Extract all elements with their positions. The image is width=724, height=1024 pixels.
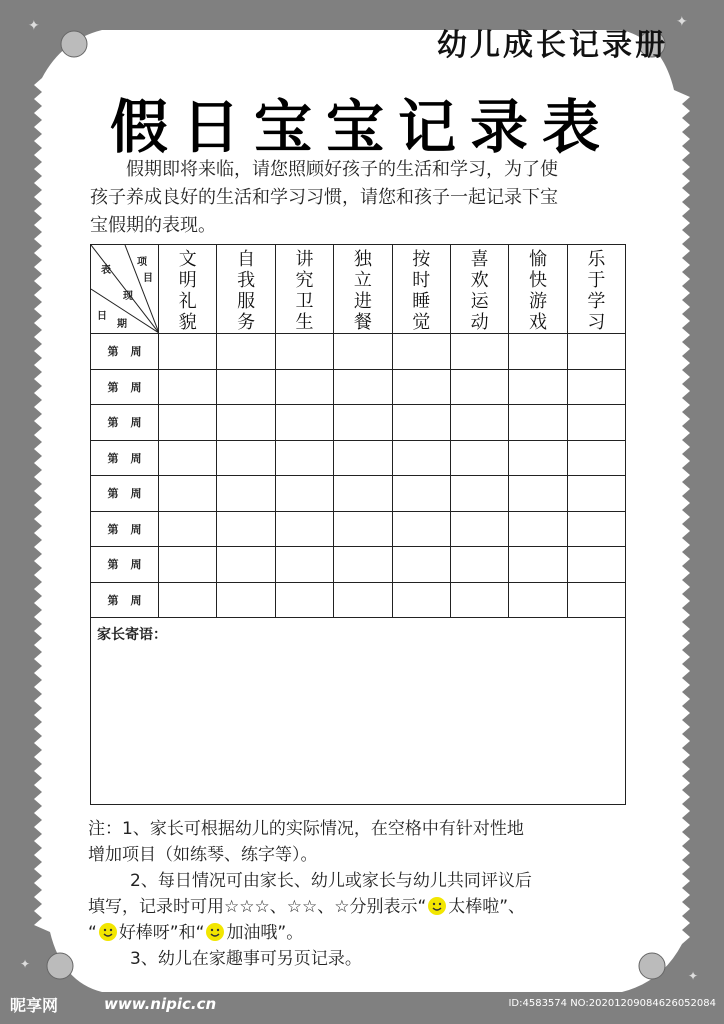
week-prefix: 第: [107, 522, 119, 536]
booklet-brand: 幼儿成长记录册: [437, 28, 668, 63]
page-title: 假日宝宝记录表: [109, 93, 614, 161]
record-cell[interactable]: [275, 440, 333, 476]
record-cell[interactable]: [567, 405, 625, 441]
record-cell[interactable]: [217, 405, 275, 441]
week-prefix: 第: [107, 593, 119, 607]
record-cell[interactable]: [392, 334, 450, 370]
column-header: 自 我 服 务: [217, 245, 275, 334]
record-cell[interactable]: [217, 582, 275, 618]
intro-line-1: 假期即将来临，请您照顾好孩子的生活和学习，为了使: [126, 159, 558, 180]
week-suffix: 周: [130, 345, 142, 359]
note-2b-great: 太棒啦”、: [448, 897, 526, 917]
week-label: [91, 582, 159, 618]
record-cell[interactable]: [275, 369, 333, 405]
week-prefix: 第: [107, 416, 119, 430]
record-cell[interactable]: [450, 334, 508, 370]
record-cell[interactable]: [275, 547, 333, 583]
watermark-logo: 昵享网: [10, 996, 59, 1015]
intro-line-3: 宝假期的表现。: [90, 215, 216, 236]
record-cell[interactable]: [392, 369, 450, 405]
record-cell[interactable]: [334, 334, 392, 370]
record-cell[interactable]: [509, 547, 567, 583]
record-cell[interactable]: [392, 511, 450, 547]
record-cell[interactable]: [450, 511, 508, 547]
corner-label-qi: 期: [117, 319, 127, 330]
column-header: 文 明 礼 貌: [159, 245, 217, 334]
week-row: [91, 511, 626, 547]
record-cell[interactable]: [450, 440, 508, 476]
week-label: [91, 405, 159, 441]
corner-label-xiang: 项: [137, 257, 147, 268]
smiley-icon: [428, 897, 446, 915]
week-label: [91, 511, 159, 547]
corner-label-biao: 表: [101, 265, 111, 276]
record-cell[interactable]: [217, 440, 275, 476]
record-cell[interactable]: [275, 476, 333, 512]
record-cell[interactable]: [450, 369, 508, 405]
note-1b: 增加项目（如练琴、练字等）。: [88, 845, 318, 865]
week-suffix: 周: [130, 487, 142, 501]
week-suffix: 周: [130, 522, 142, 536]
record-cell[interactable]: [159, 440, 217, 476]
parent-message-label: 家长寄语：: [97, 627, 167, 643]
week-row: [91, 582, 626, 618]
record-cell[interactable]: [392, 405, 450, 441]
column-header: 独 立 进 餐: [334, 245, 392, 334]
watermark-url: www.nipic.cn: [104, 995, 217, 1013]
week-label: [91, 369, 159, 405]
record-cell[interactable]: [567, 547, 625, 583]
record-cell[interactable]: [567, 582, 625, 618]
note-1a: 注：1、家长可根据幼儿的实际情况，在空格中有针对性地: [88, 819, 524, 839]
corner-label-xian: 现: [123, 291, 133, 302]
record-cell[interactable]: [509, 405, 567, 441]
note-2b-text: 填写，记录时可用☆☆☆、☆☆、☆分别表示“: [88, 897, 427, 917]
record-cell[interactable]: [159, 476, 217, 512]
record-cell[interactable]: [509, 334, 567, 370]
svg-text:✦: ✦: [20, 957, 31, 971]
intro-paragraph: [90, 156, 630, 240]
week-prefix: 第: [107, 345, 119, 359]
record-cell[interactable]: [567, 369, 625, 405]
week-prefix: 第: [107, 380, 119, 394]
column-header: 讲 究 卫 生: [275, 245, 333, 334]
week-suffix: 周: [130, 593, 142, 607]
week-row: [91, 369, 626, 405]
record-cell[interactable]: [334, 511, 392, 547]
record-cell[interactable]: [275, 582, 333, 618]
record-cell[interactable]: [334, 369, 392, 405]
record-cell[interactable]: [567, 476, 625, 512]
record-cell[interactable]: [509, 476, 567, 512]
week-row: [91, 476, 626, 512]
smiley-icon: [206, 923, 224, 941]
week-label: [91, 440, 159, 476]
week-suffix: 周: [130, 416, 142, 430]
week-suffix: 周: [130, 380, 142, 394]
smiley-icon: [99, 923, 117, 941]
record-cell[interactable]: [392, 582, 450, 618]
record-cell[interactable]: [567, 440, 625, 476]
record-cell[interactable]: [392, 440, 450, 476]
record-cell[interactable]: [217, 369, 275, 405]
corner-label-mu: 目: [143, 273, 153, 284]
svg-text:✦: ✦: [688, 969, 699, 983]
record-cell[interactable]: [159, 369, 217, 405]
column-header: 按 时 睡 觉: [392, 245, 450, 334]
record-cell[interactable]: [450, 476, 508, 512]
record-cell[interactable]: [509, 440, 567, 476]
week-label: [91, 547, 159, 583]
week-label: [91, 476, 159, 512]
note-2a: 2、每日情况可由家长、幼儿或家长与幼儿共同评议后: [130, 871, 532, 891]
note-2c-open: “: [88, 923, 97, 943]
record-cell[interactable]: [509, 582, 567, 618]
week-row: [91, 334, 626, 370]
corner-label-ri: 日: [97, 311, 107, 322]
record-cell[interactable]: [567, 334, 625, 370]
week-row: [91, 405, 626, 441]
week-suffix: 周: [130, 558, 142, 572]
record-cell[interactable]: [334, 582, 392, 618]
record-cell[interactable]: [159, 405, 217, 441]
column-header: 愉 快 游 戏: [509, 245, 567, 334]
parent-message-box[interactable]: [91, 618, 626, 805]
record-cell[interactable]: [217, 476, 275, 512]
notes-section: [88, 816, 648, 972]
record-cell[interactable]: [275, 511, 333, 547]
record-cell[interactable]: [217, 547, 275, 583]
record-cell[interactable]: [450, 582, 508, 618]
svg-text:✦: ✦: [676, 14, 688, 30]
record-cell[interactable]: [450, 547, 508, 583]
record-cell[interactable]: [275, 334, 333, 370]
record-cell[interactable]: [334, 547, 392, 583]
week-prefix: 第: [107, 558, 119, 572]
note-2c-good: 好棒呀”和“: [118, 923, 205, 943]
intro-line-2: 孩子养成良好的生活和学习习惯，请您和孩子一起记录下宝: [90, 187, 558, 208]
record-cell[interactable]: [159, 334, 217, 370]
week-row: [91, 440, 626, 476]
column-header: 乐 于 学 习: [567, 245, 625, 334]
record-cell[interactable]: [334, 476, 392, 512]
record-cell[interactable]: [275, 405, 333, 441]
record-cell[interactable]: [509, 511, 567, 547]
record-cell[interactable]: [392, 476, 450, 512]
record-cell[interactable]: [217, 511, 275, 547]
record-cell[interactable]: [159, 582, 217, 618]
week-label: [91, 334, 159, 370]
week-suffix: 周: [130, 451, 142, 465]
record-cell[interactable]: [217, 334, 275, 370]
watermark-id: ID:4583574 NO:20201209084626052084: [508, 998, 716, 1009]
corner-header-cell: [91, 245, 159, 334]
note-2c-cheer: 加油哦”。: [226, 923, 304, 943]
week-rows: [91, 334, 626, 618]
week-prefix: 第: [107, 487, 119, 501]
svg-text:✦: ✦: [28, 18, 40, 34]
column-header: 喜 欢 运 动: [450, 245, 508, 334]
record-cell[interactable]: [159, 547, 217, 583]
note-3: 3、幼儿在家趣事可另页记录。: [130, 949, 362, 969]
week-prefix: 第: [107, 451, 119, 465]
record-cell[interactable]: [567, 511, 625, 547]
week-row: [91, 547, 626, 583]
record-cell[interactable]: [334, 440, 392, 476]
record-cell[interactable]: [509, 369, 567, 405]
record-table: [90, 244, 626, 805]
record-cell[interactable]: [450, 405, 508, 441]
record-cell[interactable]: [159, 511, 217, 547]
record-cell[interactable]: [392, 547, 450, 583]
record-cell[interactable]: [334, 405, 392, 441]
